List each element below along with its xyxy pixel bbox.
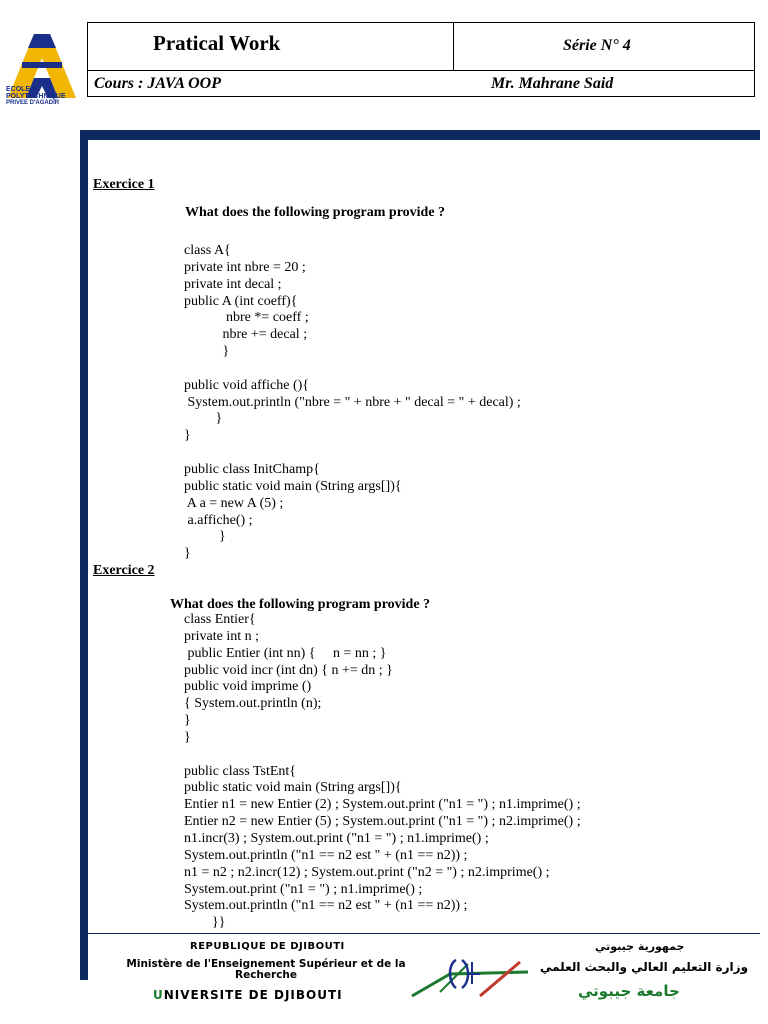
course-name: Cours : JAVA OOP — [94, 75, 221, 92]
header-table — [87, 22, 755, 97]
footer-arabic-university: جامعة جيبوتي — [578, 982, 680, 1000]
logo-line: POLYTECHNIQUE — [6, 93, 66, 100]
footer-republic: REPUBLIQUE DE DJIBOUTI — [190, 941, 345, 952]
university-initial: U — [153, 988, 164, 1002]
document-title: Pratical Work — [153, 31, 281, 55]
frame-top-bar — [80, 130, 760, 140]
footer-ministry: Ministère de l'Enseignement Supérieur et de la Recherche — [126, 958, 406, 981]
exercise-1-title: Exercice 1 — [93, 177, 155, 192]
teacher-name: Mr. Mahrane Said — [491, 75, 614, 92]
frame-left-bar — [80, 130, 88, 980]
school-logo-text — [6, 86, 86, 107]
series-number: Série N° 4 — [563, 37, 631, 54]
exercise-1-code: class A{ private int nbre = 20 ; private int decal ; public A (int coeff){ nbre *= coeff ; nbre += decal ; } public void affiche (){ System.out.println ("nbre = " + nbre + " decal = " + decal) ; } } public class InitChamp{ public static void main (String args[]){ A a = new A (5) ; a.affiche() ; } } — [184, 243, 521, 562]
exercise-2-code: class Entier{ private int n ; public Entier (int nn) { n = nn ; } public void incr (int dn) { n += dn ; } public void imprime () { System.out.println (n); } } public class TstEnt{ public static void main (String args[]){ Entier n1 = new Entier (2) ; System.out.print ("n1 = ") ; n1.imprime() ; Entier n2 = new Entier (5) ; System.out.print ("n1 = ") ; n2.imprime() ; n1.incr(3) ; System.out.print ("n1 = ") ; n1.imprime() ; System.out.println ("n1 == n2 est " + (n1 == n2)) ; n1 = n2 ; n2.incr(12) ; System.out.print ("n2 = ") ; n2.imprime() ; System.out.print ("n1 = ") ; n1.imprime() ; System.out.println ("n1 == n2 est " + (n1 == n2)) ; }} — [184, 612, 581, 931]
footer-divider — [88, 933, 760, 934]
exercise-2-title: Exercice 2 — [93, 563, 155, 578]
university-seal-icon — [410, 952, 530, 1002]
header-divider — [453, 23, 454, 70]
university-name-rest: NIVERSITE DE DJIBOUTI — [163, 988, 343, 1002]
exercise-2-question: What does the following program provide ? — [170, 597, 431, 612]
footer-arabic-ministry: وزارة التعليم العالي والبحث العلمي — [540, 960, 749, 974]
logo-line: ECOLE — [6, 86, 31, 93]
footer-arabic-republic: جمهورية جيبوتي — [595, 940, 685, 953]
logo-line: PRIVEE D'AGADIR — [6, 100, 60, 106]
footer-university — [153, 988, 343, 1002]
exercise-1-question: What does the following program provide ? — [185, 205, 446, 220]
